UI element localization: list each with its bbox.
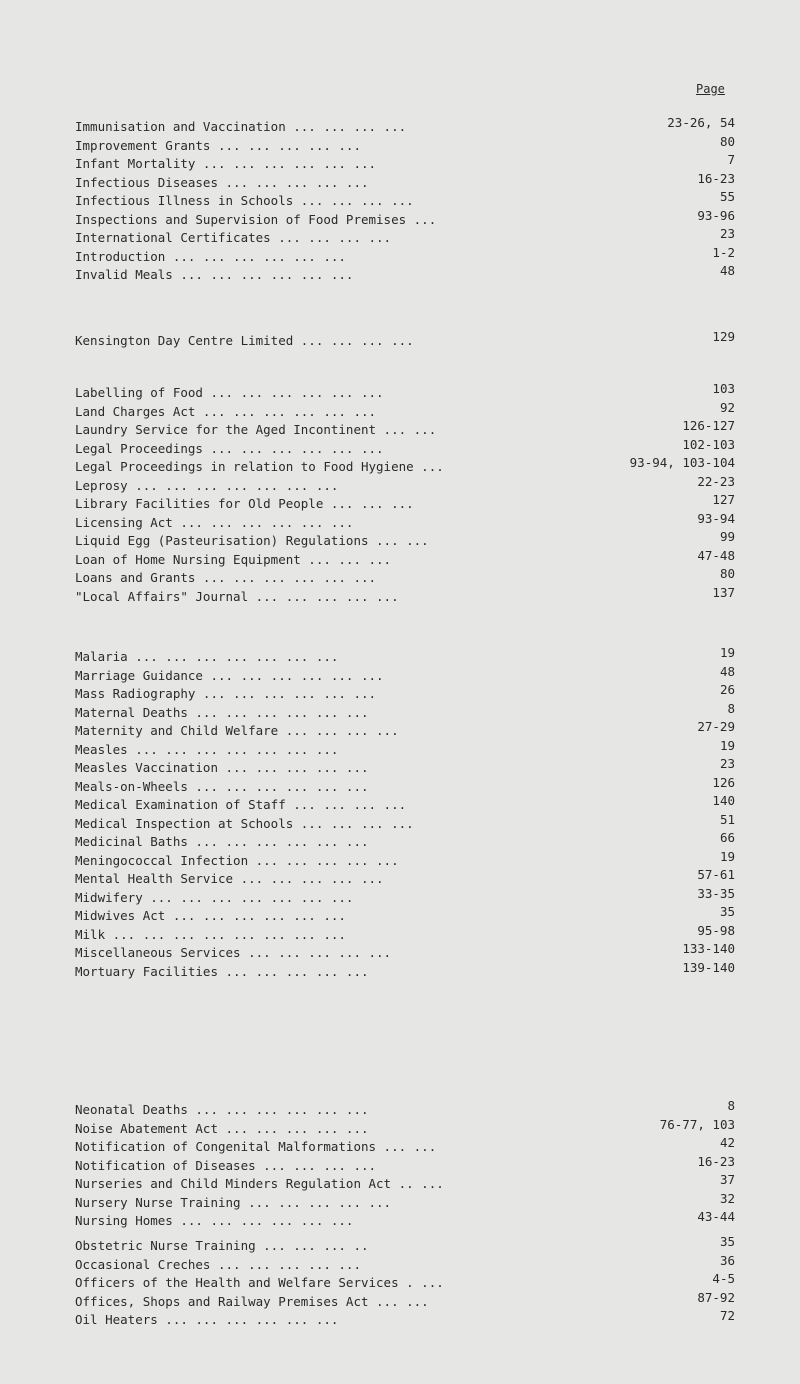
index-entry-label: Leprosy ... ... ... ... ... ... ... — [75, 477, 339, 493]
index-entry — [75, 1116, 745, 1139]
index-section-k — [75, 329, 745, 351]
index-entry-page: 55 — [719, 189, 735, 204]
index-entry — [75, 473, 745, 496]
index-entry-label: Medical Inspection at Schools ... ... ... ... — [75, 815, 414, 831]
index-entry-label: Mortuary Facilities ... ... ... ... ... — [75, 963, 369, 979]
index-entry-label: Licensing Act ... ... ... ... ... ... — [75, 514, 354, 530]
index-entry-label: Introduction ... ... ... ... ... ... — [75, 248, 346, 264]
index-entry-page: 23 — [719, 226, 735, 241]
index-entry-label: Legal Proceedings ... ... ... ... ... ... — [75, 440, 384, 456]
index-entry-label: Offices, Shops and Railway Premises Act ... ... — [75, 1293, 429, 1309]
index-entry-page: 93-96 — [697, 207, 735, 223]
index-entry-page: 99 — [719, 529, 735, 544]
index-entry-page: 35 — [719, 1234, 735, 1249]
index-entry-page: 102-103 — [682, 436, 735, 452]
index-entry-label: "Local Affairs" Journal ... ... ... ... ... — [75, 588, 399, 604]
index-entry-page: 80 — [719, 566, 735, 581]
index-entry — [75, 115, 745, 137]
index-entry-label: Improvement Grants ... ... ... ... ... — [75, 137, 361, 153]
index-entry-page: 129 — [712, 329, 735, 344]
index-section-i — [75, 115, 745, 285]
index-entry-page: 8 — [727, 700, 735, 716]
index-entry-page: 26 — [719, 682, 735, 697]
index-entry — [75, 867, 745, 889]
index-entry-label: Mental Health Service ... ... ... ... ... — [75, 871, 384, 886]
index-entry — [75, 189, 745, 211]
index-entry — [75, 418, 745, 440]
index-section-m — [75, 645, 745, 981]
index-entry — [75, 922, 745, 945]
index-entry — [75, 455, 745, 477]
index-entry-label: Maternity and Child Welfare ... ... ... ... — [75, 723, 399, 738]
index-entry-page: 87-92 — [697, 1289, 735, 1305]
index-entry-label: Nursery Nurse Training ... ... ... ... ... — [75, 1194, 392, 1210]
index-entry-page: 19 — [719, 645, 735, 660]
index-entry-label: Liquid Egg (Pasteurisation) Regulations ... ... — [75, 533, 429, 548]
index-entry — [75, 1252, 745, 1275]
index-entry-label: Loans and Grants ... ... ... ... ... ... — [75, 570, 377, 585]
index-entry-page: 22-23 — [697, 473, 735, 489]
index-entry — [75, 492, 745, 514]
index-entry — [75, 737, 745, 760]
index-entry-page: 35 — [719, 904, 735, 919]
index-entry — [75, 329, 745, 351]
index-entry-page: 1-2 — [712, 244, 735, 260]
index-entry — [75, 682, 745, 704]
index-entry-page: 7 — [727, 152, 735, 167]
index-entry-label: Infant Mortality ... ... ... ... ... ... — [75, 156, 377, 171]
index-entry-label: Invalid Meals ... ... ... ... ... ... — [75, 267, 354, 282]
index-entry-page: 16-23 — [697, 1153, 735, 1169]
index-entry — [75, 584, 745, 607]
index-entry-page: 33-35 — [697, 885, 735, 901]
index-entry-page: 19 — [719, 737, 735, 753]
index-entry — [75, 1190, 745, 1213]
index-entry-label: Inspections and Supervision of Food Premises ... — [75, 211, 437, 227]
index-entry-page: 80 — [719, 133, 735, 149]
index-entry-label: Miscellaneous Services ... ... ... ... ... — [75, 945, 392, 960]
index-entry-page: 23-26, 54 — [667, 115, 735, 130]
index-entry — [75, 645, 745, 667]
index-entry-page: 95-98 — [697, 922, 735, 938]
index-entry-label: Immunisation and Vaccination ... ... ... ... — [75, 119, 407, 134]
index-entry-label: Noise Abatement Act ... ... ... ... ... — [75, 1120, 369, 1136]
index-entry-label: Kensington Day Centre Limited ... ... ... ... — [75, 333, 414, 348]
index-entry — [75, 885, 745, 908]
index-entry-label: Laundry Service for the Aged Incontinent ... ... — [75, 422, 437, 437]
index-entry-label: Library Facilities for Old People ... ... ... — [75, 496, 414, 511]
index-section-o — [75, 1234, 745, 1330]
index-entry-page: 139-140 — [682, 959, 735, 975]
index-entry-label: Labelling of Food ... ... ... ... ... ... — [75, 385, 384, 400]
index-entry — [75, 133, 745, 156]
index-entry-label: Legal Proceedings in relation to Food Hygiene ... — [75, 459, 444, 474]
index-entry-label: Officers of the Health and Welfare Services . ... — [75, 1275, 444, 1290]
index-entry — [75, 793, 745, 815]
index-entry-label: Malaria ... ... ... ... ... ... ... — [75, 649, 339, 664]
index-entry-label: Infectious Diseases ... ... ... ... ... — [75, 174, 369, 190]
index-entry — [75, 547, 745, 570]
index-entry-page: 57-61 — [697, 867, 735, 882]
index-entry-page: 92 — [719, 399, 735, 415]
index-entry-label: Mass Radiography ... ... ... ... ... ... — [75, 686, 377, 701]
index-entry-label: Midwives Act ... ... ... ... ... ... — [75, 908, 346, 923]
index-entry-page: 42 — [719, 1135, 735, 1150]
index-entry-page: 4-5 — [712, 1271, 735, 1286]
index-entry-label: Occasional Creches ... ... ... ... ... — [75, 1256, 361, 1272]
index-section-n — [75, 1098, 745, 1231]
index-entry — [75, 152, 745, 174]
index-entry-label: Medical Examination of Staff ... ... ... ... — [75, 797, 407, 812]
index-entry — [75, 848, 745, 871]
index-entry — [75, 207, 745, 230]
index-entry — [75, 1209, 745, 1231]
index-entry-label: Marriage Guidance ... ... ... ... ... ... — [75, 667, 384, 683]
index-entry-label: Milk ... ... ... ... ... ... ... ... — [75, 926, 346, 942]
index-entry — [75, 1153, 745, 1176]
index-entry — [75, 1172, 745, 1194]
index-entry — [75, 1098, 745, 1120]
index-entry-page: 23 — [719, 756, 735, 771]
index-entry — [75, 244, 745, 267]
index-entry-label: Measles Vaccination ... ... ... ... ... — [75, 760, 369, 775]
index-entry — [75, 774, 745, 797]
index-entry-page: 51 — [719, 811, 735, 827]
index-entry — [75, 1289, 745, 1312]
index-entry — [75, 1308, 745, 1330]
index-entry — [75, 529, 745, 551]
index-entry-page: 66 — [719, 830, 735, 845]
index-entry — [75, 756, 745, 778]
index-entry — [75, 663, 745, 686]
index-entry — [75, 170, 745, 193]
index-entry-label: Nursing Homes ... ... ... ... ... ... — [75, 1213, 354, 1228]
page-column-heading: Page — [696, 82, 725, 96]
index-entry-label: Oil Heaters ... ... ... ... ... ... — [75, 1312, 339, 1327]
index-entry — [75, 381, 745, 403]
index-entry — [75, 904, 745, 926]
index-entry-page: 126 — [712, 774, 735, 790]
index-entry-label: Medicinal Baths ... ... ... ... ... ... — [75, 834, 369, 849]
index-entry-page: 103 — [712, 381, 735, 396]
index-entry-page: 93-94 — [697, 510, 735, 526]
index-entry — [75, 719, 745, 741]
index-entry-label: Meningococcal Infection ... ... ... ... ... — [75, 852, 399, 868]
index-entry — [75, 226, 745, 248]
index-entry-label: Nurseries and Child Minders Regulation Act .. ... — [75, 1176, 444, 1191]
index-entry-page: 8 — [727, 1098, 735, 1113]
index-entry-page: 76-77, 103 — [659, 1116, 735, 1132]
index-entry — [75, 1135, 745, 1157]
index-entry-label: Midwifery ... ... ... ... ... ... ... — [75, 889, 354, 905]
index-entry-page: 133-140 — [682, 941, 735, 956]
index-entry-label: Notification of Diseases ... ... ... ... — [75, 1157, 377, 1173]
index-entry-label: Notification of Congenital Malformations ... ... — [75, 1139, 437, 1154]
index-entry — [75, 811, 745, 834]
index-section-l — [75, 381, 745, 606]
index-entry-page: 140 — [712, 793, 735, 808]
index-entry-page: 137 — [712, 584, 735, 600]
index-entry-page: 19 — [719, 848, 735, 864]
index-entry — [75, 566, 745, 588]
index-entry — [75, 399, 745, 422]
index-entry-label: International Certificates ... ... ... ... — [75, 230, 392, 245]
index-entry-page: 93-94, 103-104 — [629, 455, 735, 470]
index-entry-label: Neonatal Deaths ... ... ... ... ... ... — [75, 1102, 369, 1117]
index-entry — [75, 941, 745, 963]
index-entry-label: Measles ... ... ... ... ... ... ... — [75, 741, 339, 757]
index-entry-page: 47-48 — [697, 547, 735, 563]
index-entry — [75, 700, 745, 723]
index-entry-label: Obstetric Nurse Training ... ... ... .. — [75, 1238, 369, 1253]
index-entry-page: 72 — [719, 1308, 735, 1323]
index-entry-page: 37 — [719, 1172, 735, 1187]
index-entry-label: Maternal Deaths ... ... ... ... ... ... — [75, 704, 369, 720]
index-entry — [75, 510, 745, 533]
index-entry-page: 48 — [719, 663, 735, 679]
index-entry — [75, 1234, 745, 1256]
index-entry-page: 127 — [712, 492, 735, 507]
index-entry-page: 126-127 — [682, 418, 735, 433]
index-entry-page: 32 — [719, 1190, 735, 1206]
index-entry — [75, 263, 745, 285]
index-entry-page: 36 — [719, 1252, 735, 1268]
index-entry — [75, 1271, 745, 1293]
index-entry-label: Loan of Home Nursing Equipment ... ... ... — [75, 551, 392, 567]
index-entry-page: 48 — [719, 263, 735, 278]
index-entry-page: 43-44 — [697, 1209, 735, 1224]
index-entry — [75, 959, 745, 982]
index-entry-label: Infectious Illness in Schools ... ... ... ... — [75, 193, 414, 208]
index-entry-label: Meals-on-Wheels ... ... ... ... ... ... — [75, 778, 369, 794]
index-entry-label: Land Charges Act ... ... ... ... ... ... — [75, 403, 377, 419]
index-entry-page: 16-23 — [697, 170, 735, 186]
index-entry — [75, 830, 745, 852]
index-entry-page: 27-29 — [697, 719, 735, 734]
